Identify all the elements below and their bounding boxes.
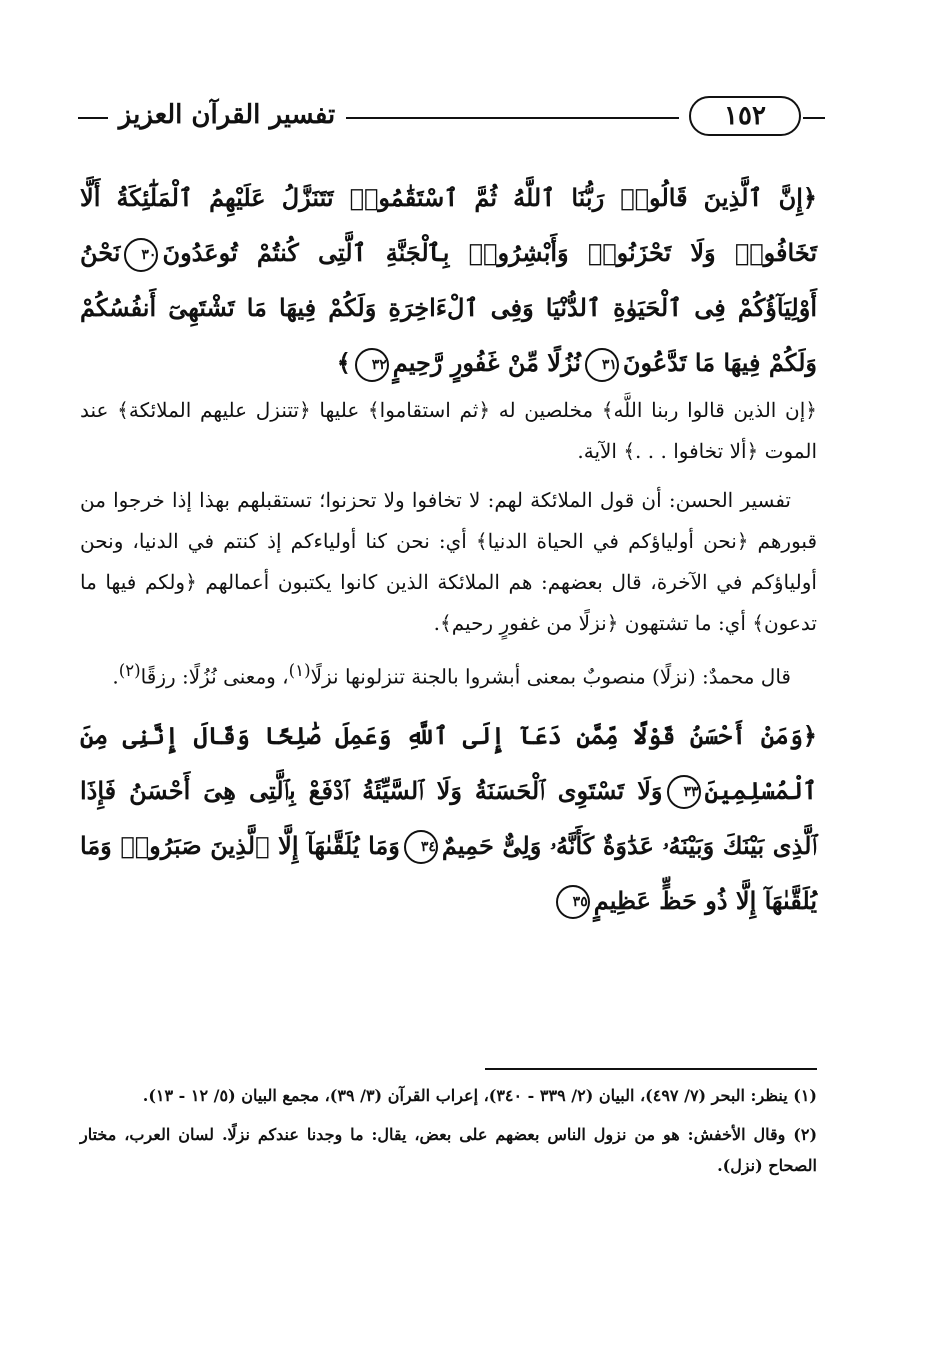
verse-text: ﴿إِنَّ ٱلَّذِينَ قَالُوا۟ رَبُّنَا ٱللَّهُ ثُمَّ ٱسْتَقَٰمُوا۟ تَتَنَزَّلُ عَلَيْهِمُ ٱلْمَلَٰٓئِكَةُ أَلَّا تَخَافُوا۟ وَلَا تَحْزَنُوا۟ وَأَبْشِرُوا۟ بِٱلْجَنَّةِ ٱلَّتِى كُنتُمْ تُوعَدُونَ <box>80 183 817 267</box>
quran-verse-block-1 <box>80 170 817 390</box>
quran-verse-block-2 <box>80 708 817 928</box>
verse-text: وَلَا تَسْتَوِى ٱلْحَسَنَةُ وَلَا ٱلسَّيِّئَةُ ٱدْفَعْ بِٱلَّتِى هِىَ أَحْسَنُ فَإِذَا ٱلَّذِى بَيْنَكَ وَبَيْنَهُۥ عَدَٰوَةٌ كَأَنَّهُۥ وَلِىٌّ حَمِيمٌ <box>80 775 817 860</box>
footnote-reference[interactable]: (١) <box>288 661 311 680</box>
footnote-2: (٢) وقال الأخفش: هو من نزول الناس بعضهم على بعض، يقال: ما وجدنا عندكم نزلًا. لسان العرب، مختار الصحاح (نزل). <box>80 1125 818 1175</box>
footnote-reference[interactable]: (٢) <box>118 661 141 680</box>
page-body <box>80 170 817 928</box>
verse-number-marker: ٣٥ <box>556 885 590 919</box>
header-rule-left <box>78 117 108 119</box>
footnotes <box>80 1080 817 1189</box>
running-header <box>78 92 825 144</box>
commentary-paragraph <box>80 650 817 698</box>
footnote-divider <box>485 1068 817 1070</box>
verse-text: وَمَا يُلَقَّىٰهَآ إِلَّا ٱلَّذِينَ صَبَرُوا۟ وَمَا يُلَقَّىٰهَآ إِلَّا ذُو حَظٍّ عَظِيمٍ <box>80 830 817 915</box>
running-title: تفسير القرآن العزيز <box>118 100 336 130</box>
commentary-paragraph: ﴿إن الذين قالوا ربنا اللَّه﴾ مخلصين له ﴿ثم استقاموا﴾ عليها ﴿تتنزل عليهم الملائكة﴾ عند الموت ﴿ألا تخافوا . . .﴾ الآية. <box>80 398 817 463</box>
verse-number-marker: ٣٣ <box>667 775 701 809</box>
footnote-1: (١) ينظر: البحر (٧/ ٤٩٧)، البيان (٢/ ٣٣٩ - ٣٤٠)، إعراب القرآن (٣/ ٣٩)، مجمع البيان (٥/ ١٢ - ١٣). <box>142 1086 817 1105</box>
commentary-paragraph: تفسير الحسن: أن قول الملائكة لهم: لا تخافوا ولا تحزنوا؛ تستقبلهم بهذا إذا خرجوا من قبورهم ﴿نحن أولياؤكم في الحياة الدنيا﴾ أي: نحن كنا أولياءكم إذ كنتم في الدنيا، ونحن أولياؤكم في الآخرة، قال بعضهم: هم الملائكة الذين كانوا يكتبون أعمالهم ﴿ولكم فيها ما تدعون﴾ أي: ما تشتهون ﴿نزلًا من غفورٍ رحيم﴾. <box>80 488 817 635</box>
verse-close-bracket: ﴾ <box>336 348 351 377</box>
page-number: ١٥٢ <box>689 96 801 136</box>
verse-text: ﴿وَمَنْ أَحْسَنُ قَوْلًا مِّمَّن دَعَآ إِلَى ٱللَّهِ وَعَمِلَ صَٰلِحًا وَقَالَ إِنَّنِى مِنَ ٱلْمُسْلِمِينَ <box>80 720 817 805</box>
verse-number-marker: ٣٢ <box>355 348 389 382</box>
verse-number-marker: ٣٠ <box>124 238 158 272</box>
verse-text: نُزُلًا مِّنْ غَفُورٍ رَّحِيمٍ <box>392 348 581 377</box>
verse-text: نَحْنُ أَوْلِيَآؤُكُمْ فِى ٱلْحَيَوٰةِ ٱلدُّنْيَا وَفِى ٱلْءَاخِرَةِ وَلَكُمْ فِيهَا مَا تَشْتَهِىٓ أَنفُسُكُمْ وَلَكُمْ فِيهَا مَا تَدَّعُونَ <box>80 238 817 377</box>
verse-number-marker: ٣١ <box>585 348 619 382</box>
paragraph-text: ، ومعنى نُزُلًا: رزقًا <box>140 664 289 689</box>
header-rule-middle <box>346 117 679 119</box>
paragraph-text: . <box>112 664 119 689</box>
verse-number-marker: ٣٤ <box>404 830 438 864</box>
paragraph-text: قال محمدٌ: (نزلًا) منصوبٌ بمعنى أبشروا بالجنة تنزلونها نزلًا <box>310 664 791 689</box>
header-rule-right <box>803 117 825 119</box>
